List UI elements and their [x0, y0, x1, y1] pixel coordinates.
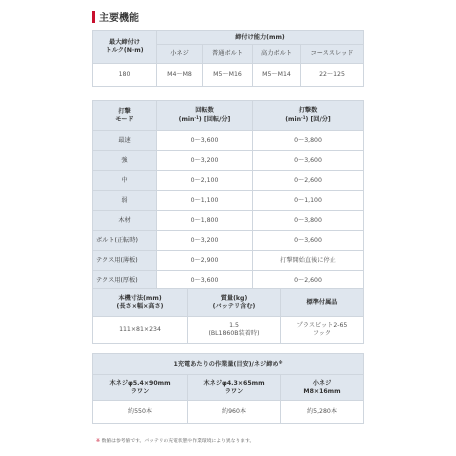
max-torque-header: 最大締付け トルク(N·m): [93, 31, 157, 64]
page-title-text: 主要機能: [99, 13, 139, 24]
small-screw-header: 小ネジ: [157, 45, 203, 64]
mode-label: 中: [93, 171, 157, 191]
table-row: [93, 171, 364, 191]
wood-screw-65-count: 約960本: [188, 401, 281, 424]
rpm-value: 0〜3,600: [157, 131, 253, 151]
ipm-value: 0〜3,800: [253, 131, 364, 151]
rpm-value: 0〜3,600: [157, 271, 253, 291]
table-row: [93, 191, 364, 211]
impact-rate-header: 打撃数 $(\min^{-1})$ [回/分]: [253, 101, 364, 131]
standard-bolt-value: M5〜M16: [203, 64, 253, 87]
table-row: [93, 401, 364, 424]
table-row: [93, 317, 364, 344]
table-row: [93, 64, 364, 87]
ipm-value: 0〜2,600: [253, 271, 364, 291]
dimensions-value: 111×81×234: [93, 317, 188, 344]
footnote-mark: ※: [96, 439, 101, 444]
wood-screw-65-header: 木ネジφ4.3×65mm ラワン: [188, 375, 281, 401]
footnote: [96, 437, 254, 444]
max-torque-value: 180: [93, 64, 157, 87]
weight-header: 質量(kg) (バッテリ含む): [188, 289, 281, 317]
footnote-text: 数値は参考値です。バッテリの充電状態や作業環境により異なります。: [101, 439, 255, 444]
title-accent-bar: [92, 11, 95, 23]
mode-label: 強: [93, 151, 157, 171]
machine-screw-header: 小ネジ M8×16mm: [281, 375, 364, 401]
mode-label: 弱: [93, 191, 157, 211]
machine-screw-count: 約5,280本: [281, 401, 364, 424]
torque-capacity-table: [92, 30, 364, 87]
mode-label: テクス用(薄板): [93, 251, 157, 271]
ipm-value: 0〜1,100: [253, 191, 364, 211]
rpm-value: 0〜3,200: [157, 151, 253, 171]
work-per-charge-title: 1充電あたりの作業量(目安)/ネジ締め※: [93, 354, 364, 375]
mode-label: 最速: [93, 131, 157, 151]
high-tension-bolt-header: 高力ボルト: [253, 45, 301, 64]
rpm-value: 0〜2,900: [157, 251, 253, 271]
rpm-value: 0〜1,100: [157, 191, 253, 211]
standard-bolt-header: 普通ボルト: [203, 45, 253, 64]
rpm-value: 0〜2,100: [157, 171, 253, 191]
impact-mode-table: [92, 100, 364, 291]
rpm-value: 0〜3,200: [157, 231, 253, 251]
accessories-header: 標準付属品: [281, 289, 364, 317]
small-screw-value: M4〜M8: [157, 64, 203, 87]
dimensions-header: 本機寸法(mm) (長さ×幅×高さ): [93, 289, 188, 317]
mode-label: テクス用(厚板): [93, 271, 157, 291]
work-per-charge-table: [92, 353, 364, 424]
table-row: [93, 151, 364, 171]
wood-screw-90-count: 約550本: [93, 401, 188, 424]
ipm-value: 0〜3,800: [253, 211, 364, 231]
coarse-thread-value: 22〜125: [301, 64, 364, 87]
impact-mode-header: 打撃 モード: [93, 101, 157, 131]
table-row: [93, 251, 364, 271]
fastening-capacity-header: 締付け能力(mm): [157, 31, 364, 45]
mode-label: 木材: [93, 211, 157, 231]
wood-screw-90-header: 木ネジφ5.4×90mm ラワン: [93, 375, 188, 401]
weight-value: 1.5 (BL1860B装着時): [188, 317, 281, 344]
ipm-value: 0〜3,600: [253, 151, 364, 171]
coarse-thread-header: コーススレッド: [301, 45, 364, 64]
mode-label: ボルト(正転時): [93, 231, 157, 251]
ipm-value: 0〜3,600: [253, 231, 364, 251]
high-tension-bolt-value: M5〜M14: [253, 64, 301, 87]
ipm-value: 打撃開始直後に停止: [253, 251, 364, 271]
table-row: [93, 211, 364, 231]
specifications-table: [92, 288, 364, 344]
page-title: [92, 9, 139, 24]
ipm-value: 0〜2,600: [253, 171, 364, 191]
accessories-value: プラスビット2-65 フック: [281, 317, 364, 344]
table-row: [93, 131, 364, 151]
table-row: [93, 231, 364, 251]
rpm-value: 0〜1,800: [157, 211, 253, 231]
rotation-speed-header: 回転数 $(\min^{-1})$ [回転/分]: [157, 101, 253, 131]
